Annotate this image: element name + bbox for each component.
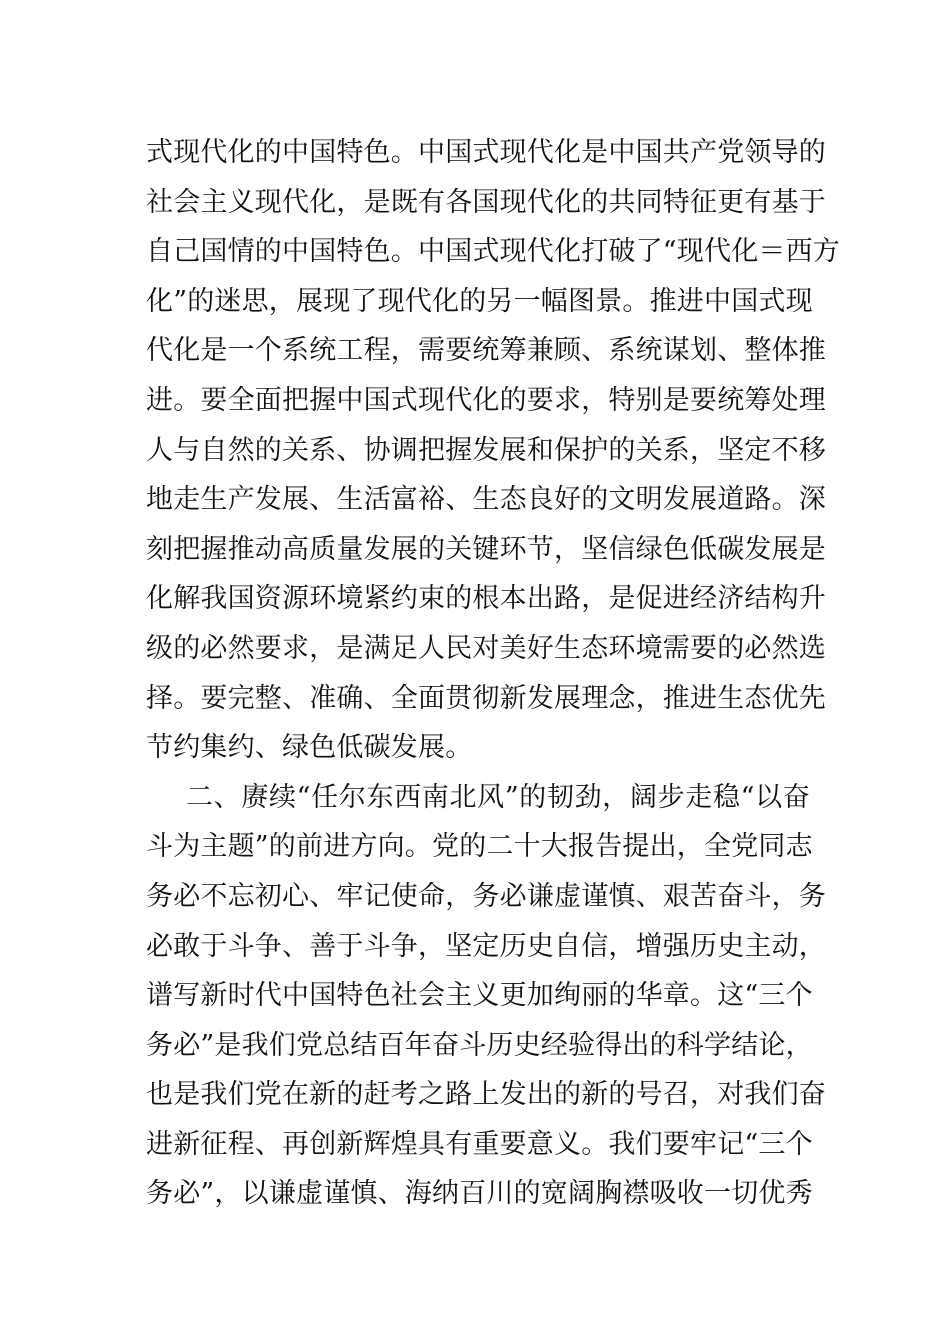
text-line: 化”的迷思，展现了现代化的另一幅图景。推进中国式现 [146, 285, 813, 317]
text-line: 务必”，以谦虚谨慎、海纳百川的宽阔胸襟吸收一切优秀 [146, 1178, 813, 1210]
document-body [146, 128, 841, 1219]
text-line: 刻把握推动高质量发展的关键环节，坚信绿色低碳发展是 [146, 533, 826, 565]
text-line: 节约集约、绿色低碳发展。 [146, 732, 473, 764]
paragraph-1 [146, 128, 841, 773]
text-line: 人与自然的关系、协调把握发展和保护的关系，坚定不移 [146, 434, 826, 466]
text-line: 代化是一个系统工程，需要统筹兼顾、系统谋划、整体推 [146, 335, 826, 367]
text-line: 地走生产发展、生活富裕、生态良好的文明发展道路。深 [146, 484, 826, 516]
text-line: 二、赓续“任尔东西南北风”的韧劲，阔步走稳“以奋 [186, 781, 810, 813]
text-line: 社会主义现代化，是既有各国现代化的共同特征更有基于 [146, 186, 826, 218]
text-line: 谱写新时代中国特色社会主义更加绚丽的华章。这“三个 [146, 980, 813, 1012]
text-line: 进。要全面把握中国式现代化的要求，特别是要统筹处理 [146, 384, 826, 416]
text-line: 择。要完整、准确、全面贯彻新发展理念，推进生态优先 [146, 682, 826, 714]
text-line: 式现代化的中国特色。中国式现代化是中国共产党领导的 [146, 137, 826, 168]
text-line: 自己国情的中国特色。中国式现代化打破了“现代化＝西方 [146, 236, 841, 268]
text-line: 进新征程、再创新辉煌具有重要意义。我们要牢记“三个 [146, 1128, 813, 1160]
text-line: 必敢于斗争、善于斗争，坚定历史自信，增强历史主动， [146, 930, 826, 962]
text-line: 也是我们党在新的赶考之路上发出的新的号召，对我们奋 [146, 1079, 826, 1111]
text-line: 斗为主题”的前进方向。党的二十大报告提出，全党同志 [146, 831, 813, 863]
text-line: 务必不忘初心、牢记使命，务必谦虚谨慎、艰苦奋斗，务 [146, 880, 826, 912]
text-line: 务必”是我们党总结百年奋斗历史经验得出的科学结论， [146, 1029, 813, 1061]
text-line: 化解我国资源环境紧约束的根本出路，是促进经济结构升 [146, 583, 826, 615]
paragraph-2 [146, 773, 826, 1219]
text-line: 级的必然要求，是满足人民对美好生态环境需要的必然选 [146, 632, 826, 664]
